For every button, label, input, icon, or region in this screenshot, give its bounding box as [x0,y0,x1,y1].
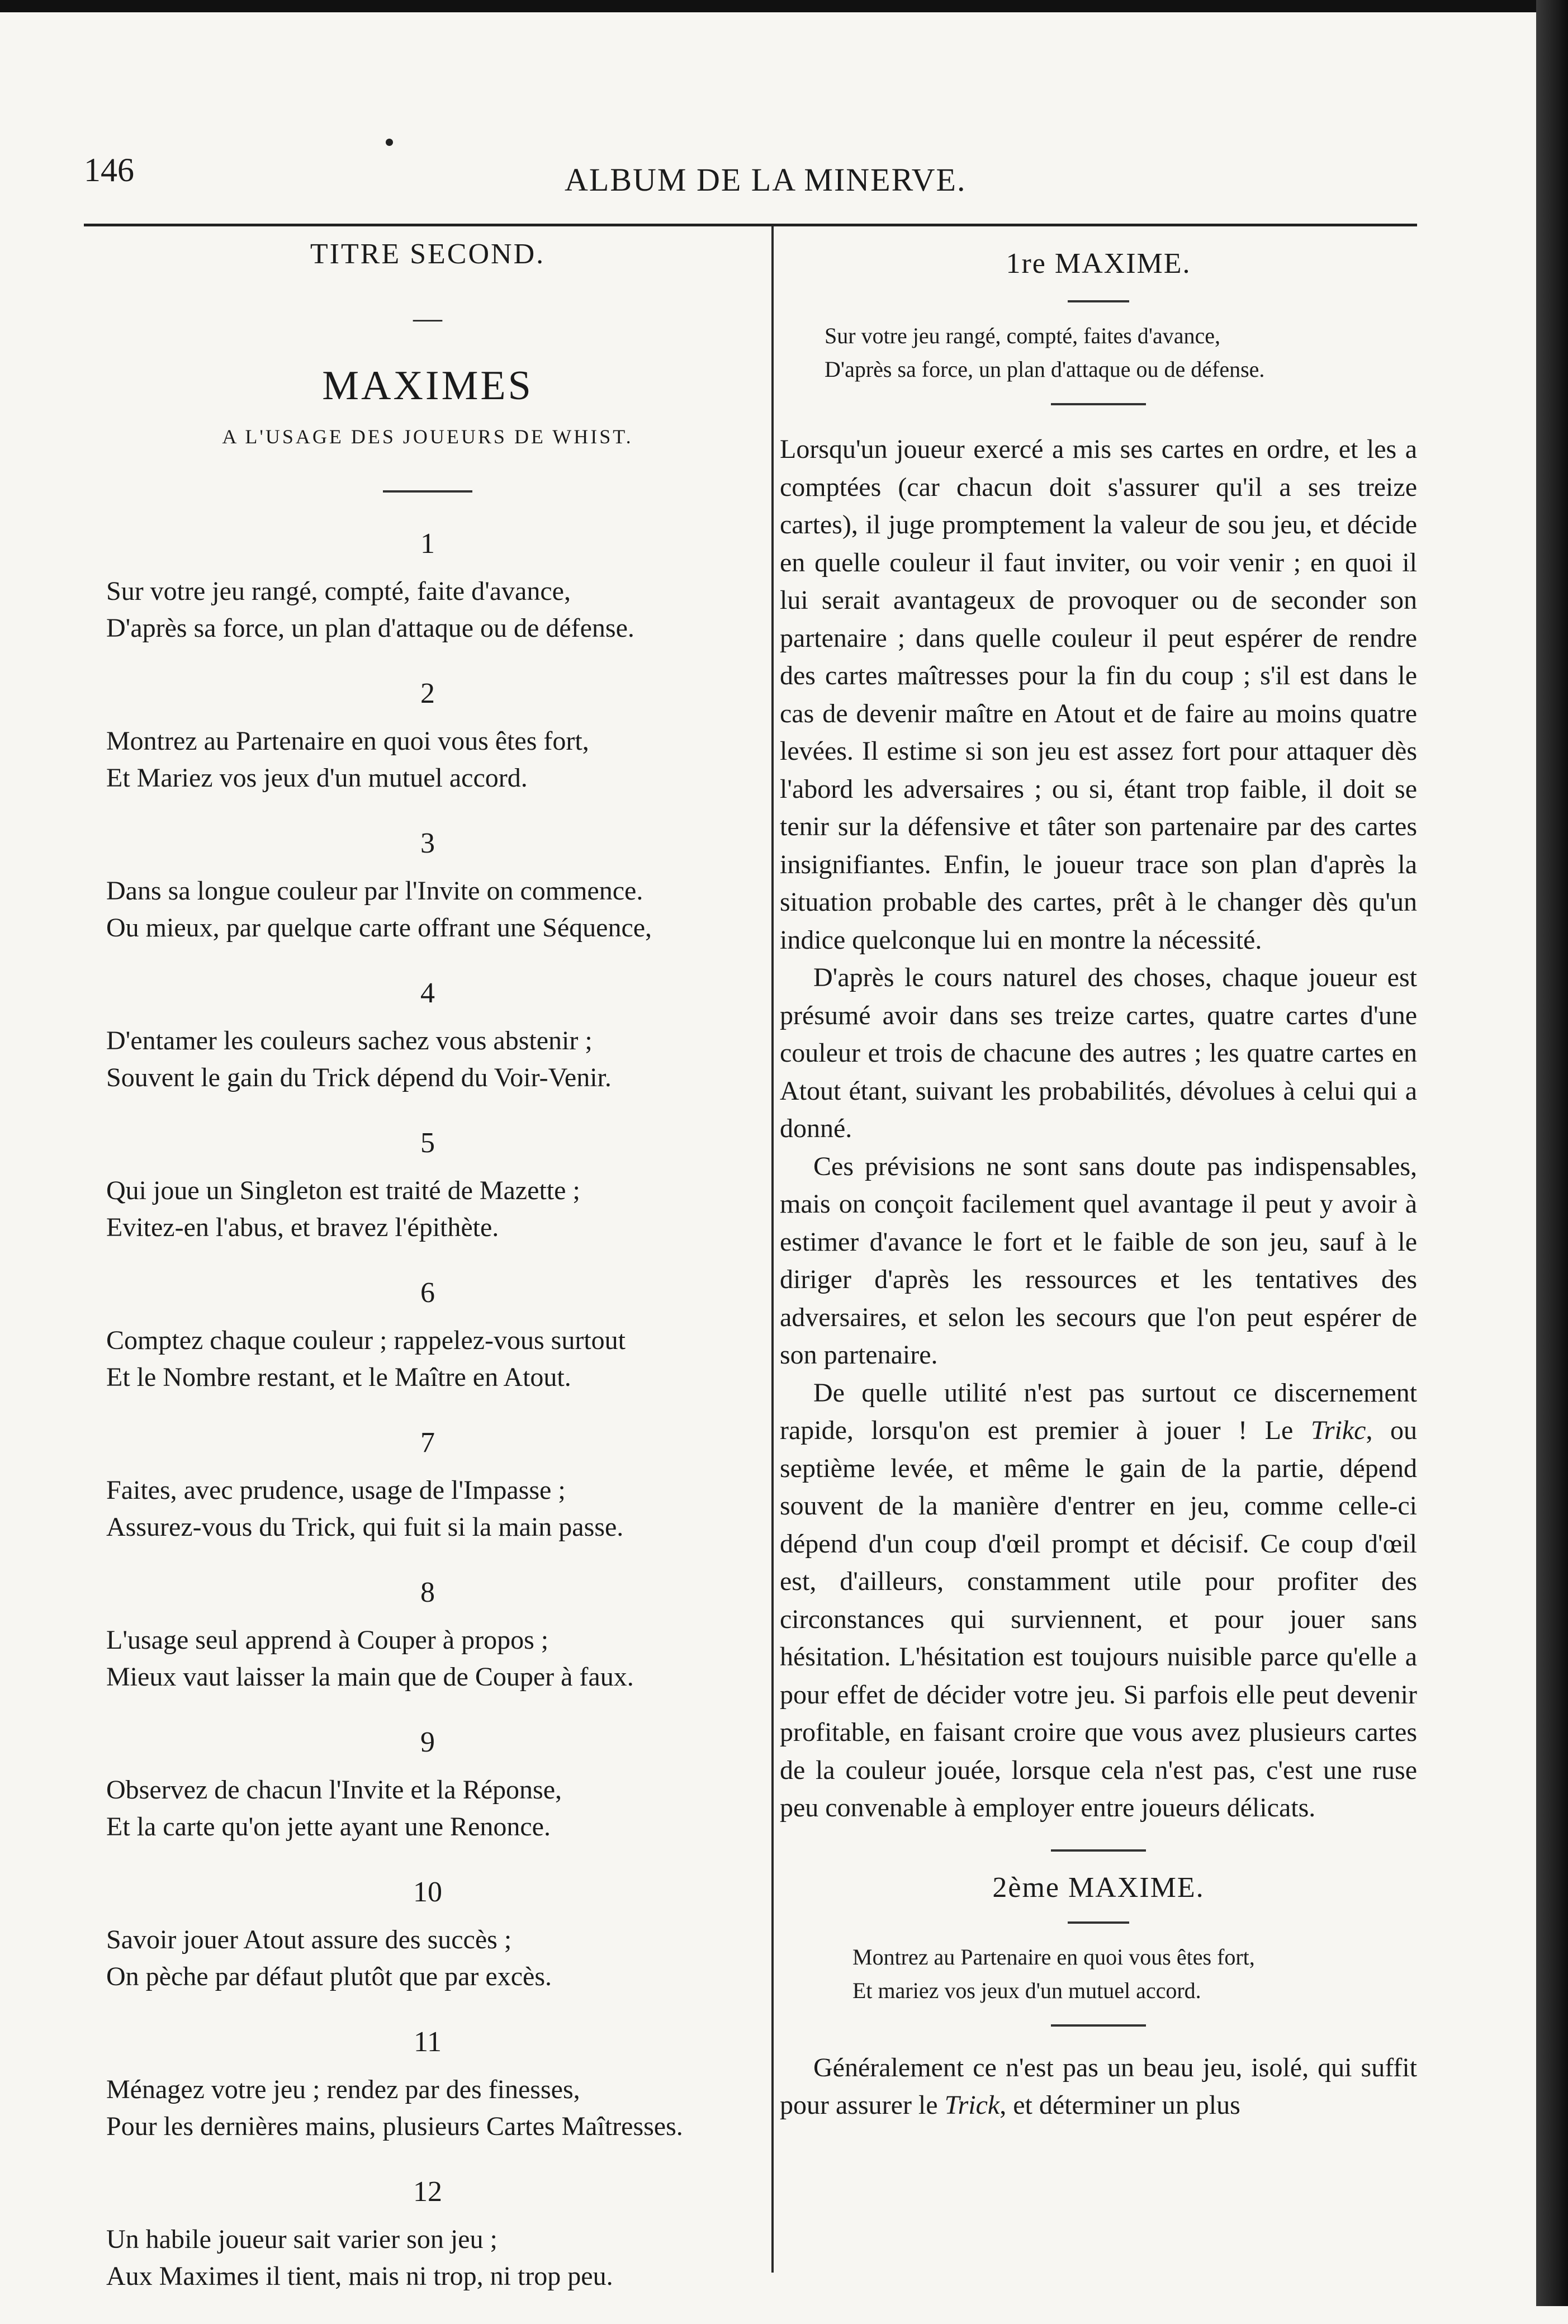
epigraph-rule [1051,403,1146,405]
text-run: Généralement ce n'est pas un beau jeu, isolé, qui suffit pour assurer le [780,2052,1417,2120]
left-column [106,226,749,2324]
verse-line: L'usage seul apprend à Couper à propos ; [106,1625,549,1655]
maxim-number: 6 [420,1277,435,1309]
maxim-item [106,1125,749,1246]
maxim-verse [106,573,749,647]
column-divider [771,226,774,2273]
maxim-number: 9 [420,1726,435,1758]
maxim-1-heading: 1re MAXIME. [1006,248,1191,280]
verse-line: Sur votre jeu rangé, compté, faite d'avance, [106,576,571,606]
maxim-1-rule [1068,300,1129,302]
verse-line: Ou mieux, par quelque carte offrant une Séquence, [106,913,652,943]
verse-line: D'entamer les couleurs sachez vous abstenir ; [106,1026,593,1055]
maxim-item [106,2024,749,2145]
maxim-item [106,1575,749,1696]
maxim-verse [106,873,749,946]
maxim-2-rule [1068,1921,1129,1924]
maxim-item [106,676,749,797]
maxim-number: 10 [413,1876,442,1908]
maxim-item [106,2174,749,2295]
maxim-number: 11 [413,2026,442,2058]
maxim-item [106,1875,749,1995]
verse-line: Comptez chaque couleur ; rappelez-vous surtout [106,1326,626,1355]
sub-heading: A L'USAGE DES JOUEURS DE WHIST. [222,425,633,448]
verse-line: Qui joue un Singleton est traité de Mazette ; [106,1176,580,1205]
epigraph-line: D'après sa force, un plan d'attaque ou de défense. [825,357,1265,382]
verse-line: On pèche par défaut plutôt que par excès. [106,1962,552,1991]
maxim-verse [106,1472,749,1546]
maxim-number: 2 [420,678,435,709]
ink-speck [386,139,393,146]
verse-line: Pour les dernières mains, plusieurs Cartes Maîtresses. [106,2112,683,2141]
maxim-1-paragraph: Ces prévisions ne sont sans doute pas indispensables, mais on conçoit facilement quel avantage il peut y avoir à estimer d'avance le fort et le faible de son jeu, sauf à le diriger d'après les ressources et les tentatives des adversaires, et selon les secours que l'on peut espérer de son partenaire. [780,1151,1417,1370]
main-heading: MAXIMES [322,363,533,409]
maxim-2-paragraph [780,2049,1417,2124]
maxim-item [106,1275,749,1396]
verse-line: Mieux vaut laisser la main que de Couper à faux. [106,1662,634,1692]
maxim-verse [106,723,749,797]
maxim-item [106,826,749,946]
page-number: 146 [84,152,134,188]
heading-rule [383,490,472,493]
running-title: ALBUM DE LA MINERVE. [565,162,967,198]
maxim-verse [106,1772,749,1845]
verse-line: Et la carte qu'on jette ayant une Renonce. [106,1812,551,1842]
verse-line: Faites, avec prudence, usage de l'Impasse ; [106,1475,566,1505]
verse-line: Assurez-vous du Trick, qui fuit si la main passe. [106,1512,624,1542]
text-run: , ou septième levée, et même le gain de la partie, dépend souvent de la manière d'entrer en jeu, comme celle-ci dépend d'un coup d'œil prompt et décisif. Ce coup d'œil est, d'ailleurs, constamment utile pour profiter des circonstances qui surviennent, et pour jouer sans hésitation. L'hésitation est toujours nuisible parce qu'elle a pour effet de décider votre jeu. Si parfois elle peut devenir profitable, en faisant croire que vous avez plusieurs cartes de la couleur jouée, lorsque cela n'est pas, c'est une ruse peu convenable à employer entre joueurs délicats. [780,1416,1417,1823]
maxim-number: 3 [420,827,435,859]
maxim-number: 4 [420,977,435,1009]
verse-line: Ménagez votre jeu ; rendez par des finesses, [106,2075,580,2104]
maxim-verse [106,1172,749,1246]
epigraph-line: Sur votre jeu rangé, compté, faites d'avance, [825,323,1221,348]
maxim-verse [106,1622,749,1696]
maxim-verse [106,2071,749,2145]
maxim-number: 1 [420,528,435,560]
verse-line: Et Mariez vos jeux d'un mutuel accord. [106,763,528,793]
verse-line: Dans sa longue couleur par l'Invite on commence. [106,876,643,906]
verse-line: Evitez-en l'abus, et bravez l'épithète. [106,1213,499,1242]
italic-term: Trikc [1310,1416,1366,1445]
maxim-item [106,1425,749,1546]
maxim-2-heading: 2ème MAXIME. [992,1871,1205,1904]
verse-line: Souvent le gain du Trick dépend du Voir-Venir. [106,1063,612,1092]
text-run: De quelle utilité n'est pas surtout ce discernement rapide, lorsqu'on est premier à jouer ! Le [780,1378,1417,1445]
maxim-number: 8 [420,1577,435,1608]
scan-top-border [0,0,1568,12]
verse-line: Et le Nombre restant, et le Maître en Atout. [106,1362,571,1392]
maxim-item [106,1725,749,1845]
maxim-number: 5 [420,1127,435,1159]
right-column [780,226,1417,2124]
maxim-verse [106,1023,749,1096]
maxim-1-paragraph: D'après le cours naturel des choses, chaque joueur est présumé avoir dans ses treize cartes, quatre cartes d'une couleur et trois de chacune des autres ; les quatre cartes en Atout étant, suivant les probabilités, dévolues à celui qui a donné. [780,963,1417,1143]
maxim-1-epigraph [780,319,1417,386]
epigraph-line: Montrez au Partenaire en quoi vous êtes fort, [852,1944,1255,1970]
verse-line: Savoir jouer Atout assure des succès ; [106,1925,512,1954]
maxim-verse [106,1921,749,1995]
epigraph-line: Et mariez vos jeux d'un mutuel accord. [852,1977,1201,2003]
section-title: TITRE SECOND. [310,238,546,270]
maxim-2-epigraph [780,1940,1417,2008]
maxim-item [106,976,749,1096]
maxim-1-paragraph: Lorsqu'un joueur exercé a mis ses cartes en ordre, et les a comptées (car chacun doit s'assurer qu'il a ses treize cartes), il juge promptement la valeur de sou jeu, et décide en quelle couleur il faut inviter, ou voir venir ; en quoi il lui serait avantageux de provoquer ou de seconder son partenaire ; dans quelle couleur il peut espérer de rendre des cartes maîtresses pour la fin du coup ; s'il est dans le cas de devenir maître en Atout et de faire au moins quatre levées. Il estime si son jeu est assez fort pour attaquer dès l'abord les adversaires ; ou si, étant trop faible, il doit se tenir sur la défensive et tâter son partenaire par des cartes insignifiantes. Enfin, le joueur trace son plan d'après la situation probable des cartes, prêt à le changer dès qu'un indice quelconque lui en montre la nécessité. [780,434,1417,955]
maxims-list [106,526,749,2295]
maxim-number: 12 [413,2176,442,2208]
maxim-1-paragraph [780,1374,1417,1827]
epigraph-rule [1051,2024,1146,2027]
verse-line: D'après sa force, un plan d'attaque ou de défense. [106,613,634,643]
section-rule [1051,1849,1146,1852]
maxim-item [106,526,749,647]
title-dash: — [413,302,442,334]
verse-line: Montrez au Partenaire en quoi vous êtes fort, [106,726,589,756]
maxim-number: 7 [420,1427,435,1459]
maxim-verse [106,2221,749,2295]
verse-line: Aux Maximes il tient, mais ni trop, ni trop peu. [106,2261,613,2291]
italic-term: Trick [944,2090,1000,2120]
verse-line: Observez de chacun l'Invite et la Réponse, [106,1775,562,1805]
verse-line: Un habile joueur sait varier son jeu ; [106,2224,498,2254]
scan-right-edge [1536,0,1568,2306]
text-run: , et déterminer un plus [999,2090,1240,2120]
maxim-verse [106,1322,749,1396]
